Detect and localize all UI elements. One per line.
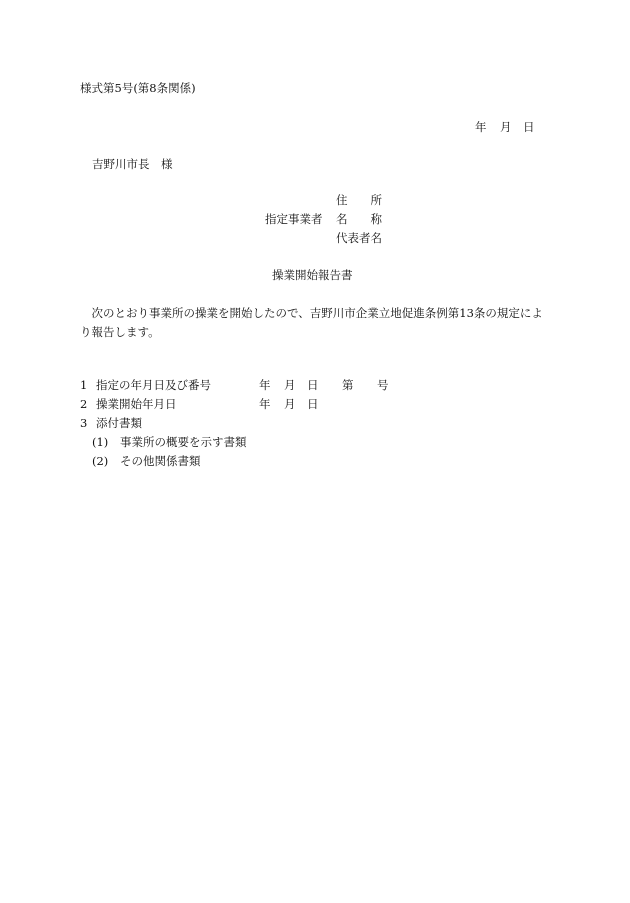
item-label: 指定の年月日及び番号	[96, 378, 211, 392]
date-day-label: 日	[523, 120, 535, 134]
document-title: 操業開始報告書	[272, 268, 353, 282]
attachment-label: その他関係書類	[120, 454, 201, 468]
representative-label: 代表者名	[336, 231, 382, 245]
applicant-role-label: 指定事業者	[265, 212, 323, 226]
item-label: 操業開始年月日	[96, 397, 177, 411]
item-year-label: 年	[259, 397, 271, 411]
addressee: 吉野川市長 様	[92, 157, 173, 171]
attachment-number: (2)	[92, 454, 109, 468]
address-label: 住 所	[336, 193, 382, 207]
item-day-label: 日	[307, 397, 319, 411]
date-month-label: 月	[500, 120, 512, 134]
item-month-label: 月	[284, 397, 296, 411]
item-day-label: 日	[307, 378, 319, 392]
date-year-label: 年	[475, 120, 487, 134]
item-year-label: 年	[259, 378, 271, 392]
item-label: 添付書類	[96, 416, 142, 430]
item-number: 1	[80, 378, 88, 392]
body-paragraph: 次のとおり事業所の操業を開始したので、吉野川市企業立地促進条例第13条の規定により報告します。	[80, 306, 543, 339]
attachment-number: (1)	[92, 435, 109, 449]
item-go-label: 号	[377, 378, 389, 392]
form-number: 様式第5号(第8条関係)	[80, 81, 196, 95]
attachment-label: 事業所の概要を示す書類	[120, 435, 247, 449]
item-month-label: 月	[284, 378, 296, 392]
name-label: 名 称	[336, 212, 382, 226]
item-dai-label: 第	[342, 378, 354, 392]
item-number: 3	[80, 416, 88, 430]
item-number: 2	[80, 397, 88, 411]
